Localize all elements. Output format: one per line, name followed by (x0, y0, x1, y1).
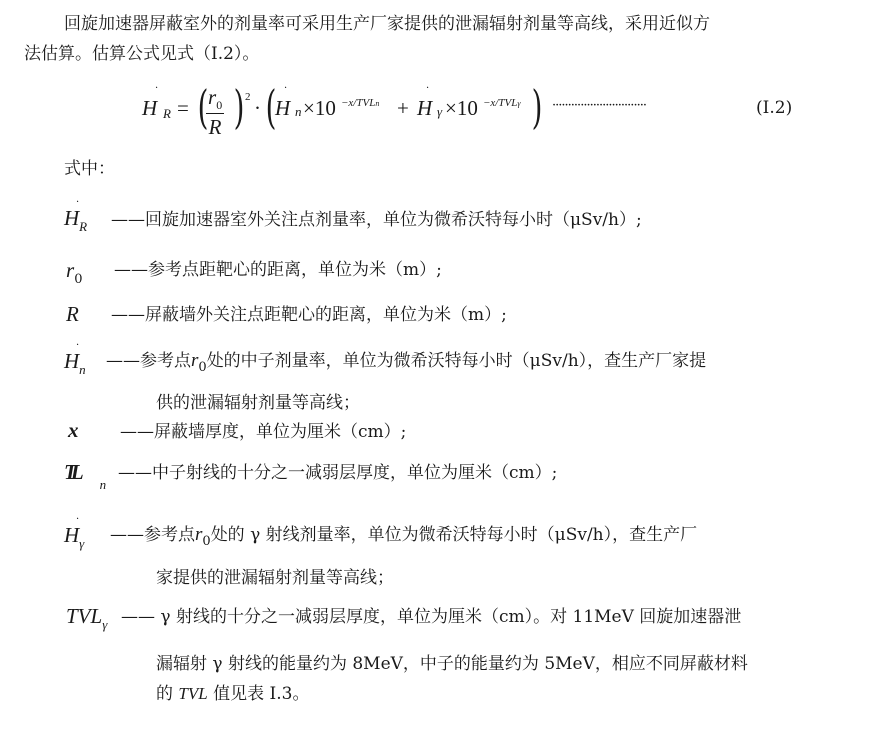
symbol-subscript: n (99, 477, 107, 492)
text-part: 处的中子剂量率，单位为微希沃特每小时（μSv/h），查生产厂家提 (206, 351, 707, 371)
eq-big-paren-close: ) (531, 80, 543, 134)
eq-hn-sub: n (295, 104, 302, 119)
eq-fraction-denominator: R (208, 115, 222, 139)
eq-times-ten-g: ×10 (445, 96, 478, 120)
text-part: 的 (156, 684, 179, 704)
intro-line-1: 回旋加速器屏蔽室外的剂量率可采用生产厂家提供的泄漏辐射剂量等高线，采用近似方 (64, 14, 710, 34)
symbol-letter: r (66, 258, 75, 282)
inline-symbol: r (191, 350, 199, 371)
eq-exp-g: −x/TVLγ (483, 97, 521, 109)
dot-accent: · (76, 340, 80, 351)
eq-hn-symbol: H (275, 96, 291, 120)
def-tvln-symbol (64, 460, 124, 492)
eq-paren-close: ) (233, 80, 245, 134)
dot-accent: · (76, 514, 80, 525)
symbol-letter: H (64, 523, 80, 547)
def-tvlg-continuation-2 (156, 682, 309, 706)
def-hg-continuation: 家提供的泄漏辐射剂量等高线； (156, 568, 394, 588)
eq-times-ten-n: ×10 (303, 96, 336, 120)
eq-exp-n: −x/TVLn (341, 97, 380, 109)
def-hn-continuation: 供的泄漏辐射剂量等高线； (156, 393, 360, 413)
text-part: 值见表 I.3。 (207, 684, 310, 704)
def-x-text: ——屏蔽墙厚度，单位为厘米（cm）; (120, 422, 407, 442)
eq-equals: = (177, 96, 189, 120)
symbol-letter: H (64, 206, 80, 230)
eq-hg-sub: γ (437, 104, 443, 119)
dot-accent: · (284, 83, 288, 94)
eq-lhs-sub: R (163, 106, 171, 121)
eq-big-paren-open: ( (265, 80, 277, 134)
symbol-subscript: γ (102, 617, 108, 632)
symbol-letter: R (66, 302, 79, 326)
symbol-subscript: n (79, 362, 86, 377)
eq-fraction (206, 84, 224, 140)
eq-leader-dots: ······························ (552, 98, 646, 113)
def-hr-text: ——回旋加速器室外关注点剂量率，单位为微希沃特每小时（μSv/h）; (111, 210, 642, 230)
inline-symbol-sub: 0 (202, 534, 211, 549)
def-r0-symbol (66, 258, 83, 287)
def-hn-text (106, 349, 706, 375)
def-r0-text: ——参考点距靶心的距离，单位为米（m）; (114, 260, 442, 280)
eq-square: 2 (245, 91, 251, 103)
inline-symbol: r (195, 524, 203, 545)
symbol-letter: H (64, 349, 80, 373)
dot-accent: · (426, 83, 430, 94)
def-R-text: ——屏蔽墙外关注点距靶心的距离，单位为米（m）; (111, 305, 507, 325)
def-hr-symbol (64, 197, 114, 238)
eq-paren-open: ( (197, 80, 209, 134)
symbol-letter: TL (64, 460, 78, 484)
eq-number: (I.2) (756, 98, 793, 118)
eq-lhs-symbol: H (142, 96, 158, 120)
text-part: 处的 γ 射线剂量率，单位为微希沃特每小时（μSv/h），查生产厂 (210, 525, 698, 545)
inline-symbol: TVL (178, 684, 208, 703)
symbol-subscript: R (79, 219, 88, 234)
inline-symbol-sub: 0 (198, 360, 207, 375)
text-part: ——参考点 (106, 351, 191, 371)
where-label: 式中： (64, 159, 115, 179)
symbol-letter: TVL (66, 604, 103, 628)
symbol-subscript: γ (79, 536, 85, 551)
symbol-subscript: 0 (74, 272, 83, 287)
def-hg-symbol (64, 514, 114, 555)
intro-line-2: 法估算。估算公式见式（I.2）。 (24, 44, 260, 64)
def-x-symbol (68, 418, 79, 443)
def-tvlg-symbol (66, 604, 108, 632)
def-hg-text (110, 523, 697, 549)
text-part: ——参考点 (110, 525, 195, 545)
eq-fraction-numerator: $r_0$ (208, 85, 223, 112)
def-tvlg-text: —— γ 射线的十分之一减弱层厚度，单位为厘米（cm）。对 11MeV 回旋加速器泄 (121, 607, 742, 627)
symbol-letter: x (68, 418, 79, 442)
eq-cdot: · (254, 96, 261, 120)
dot-accent: · (155, 83, 159, 94)
dot-accent: · (76, 197, 80, 208)
def-R-symbol (66, 302, 79, 327)
def-tvlg-continuation-1: 漏辐射 γ 射线的能量约为 8MeV，中子的能量约为 5MeV，相应不同屏蔽材料 (156, 654, 748, 674)
eq-hg-symbol: H (417, 96, 433, 120)
def-tvln-text: ——中子射线的十分之一减弱层厚度，单位为厘米（cm）; (118, 463, 558, 483)
eq-plus: + (397, 96, 409, 120)
